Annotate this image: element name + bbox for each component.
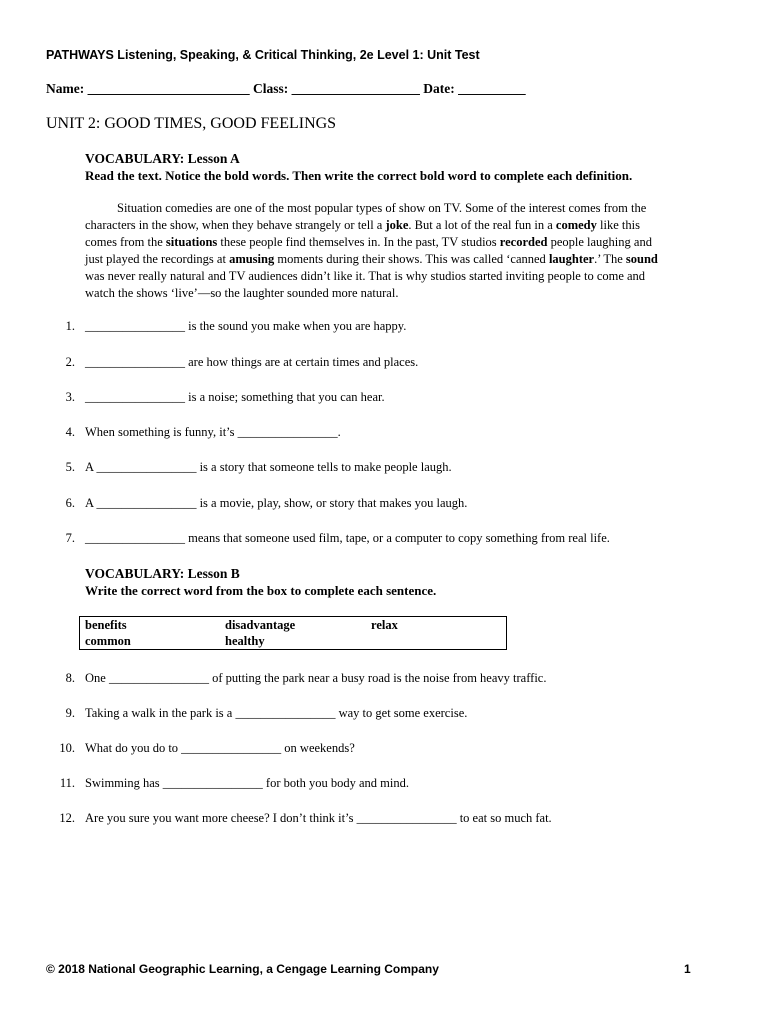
unit-title: UNIT 2: GOOD TIMES, GOOD FEELINGS xyxy=(46,115,337,132)
passage-line: comes from the situations these people find themselves in. In the past, TV studios recorded people laughing and xyxy=(85,235,652,249)
question-item: 11. Swimming has ________________ for both you body and mind. xyxy=(59,776,409,790)
question-item: 7. ________________ means that someone used film, tape, or a computer to copy something from real life. xyxy=(65,531,610,545)
document-header-title: PATHWAYS Listening, Speaking, & Critical Thinking, 2e Level 1: Unit Test xyxy=(46,48,480,62)
word-box-item: disadvantage xyxy=(225,618,296,632)
word-box-item: healthy xyxy=(225,634,265,648)
bold-word: amusing xyxy=(229,252,275,266)
section-b-instruction: Write the correct word from the box to complete each sentence. xyxy=(85,583,437,598)
question-item: 6. A ________________ is a movie, play, show, or story that makes you laugh. xyxy=(65,496,468,510)
question-item: 5. A ________________ is a story that someone tells to make people laugh. xyxy=(65,460,452,474)
word-box-item: relax xyxy=(371,618,398,632)
question-item: 1. ________________ is the sound you make when you are happy. xyxy=(65,319,407,333)
question-item: 2. ________________ are how things are at certain times and places. xyxy=(65,355,419,369)
word-box-item: common xyxy=(85,634,131,648)
question-item: 9. Taking a walk in the park is a ________________ way to get some exercise. xyxy=(65,706,468,720)
question-item: 10. What do you do to ________________ on weekends? xyxy=(59,741,355,755)
bold-word: laughter xyxy=(548,252,595,266)
page-number: 1 xyxy=(684,962,691,976)
passage-line: characters in the show, when they behave strangely or tell a joke. But a lot of the real fun in a comedy like this xyxy=(85,218,640,232)
bold-word: sound xyxy=(625,252,658,266)
section-a-instruction: Read the text. Notice the bold words. Then write the correct bold word to complete each definition. xyxy=(85,168,633,183)
copyright-footer: © 2018 National Geographic Learning, a Cengage Learning Company xyxy=(46,962,439,976)
word-box xyxy=(79,616,507,650)
question-item: 8. One ________________ of putting the park near a busy road is the noise from heavy traffic. xyxy=(65,671,547,685)
word-box-item: benefits xyxy=(85,618,127,632)
student-info-line: Name: ________________________ Class: ___________________ Date: __________ xyxy=(46,81,526,96)
question-item: 12. Are you sure you want more cheese? I don’t think it’s ________________ to eat so much fat. xyxy=(59,811,552,825)
bold-word: recorded xyxy=(499,235,548,249)
section-a-title: VOCABULARY: Lesson A xyxy=(85,151,240,166)
bold-word: joke xyxy=(385,218,409,232)
question-item: 4. When something is funny, it’s ________________. xyxy=(65,425,341,439)
reading-passage xyxy=(85,200,725,302)
question-item: 3. ________________ is a noise; something that you can hear. xyxy=(65,390,385,404)
passage-line: Situation comedies are one of the most popular types of show on TV. Some of the interest comes from the xyxy=(117,201,647,215)
passage-line: watch the shows ‘live’—so the laughter sounded more natural. xyxy=(85,286,399,300)
passage-line: was never really natural and TV audiences didn’t like it. That is why studios started inviting people to come and xyxy=(85,269,646,283)
passage-line: just played the recordings at amusing moments during their shows. This was called ‘canned laughter.’ The sound xyxy=(85,252,658,266)
bold-word: situations xyxy=(165,235,218,249)
bold-word: comedy xyxy=(555,218,597,232)
section-b-title: VOCABULARY: Lesson B xyxy=(85,566,240,581)
